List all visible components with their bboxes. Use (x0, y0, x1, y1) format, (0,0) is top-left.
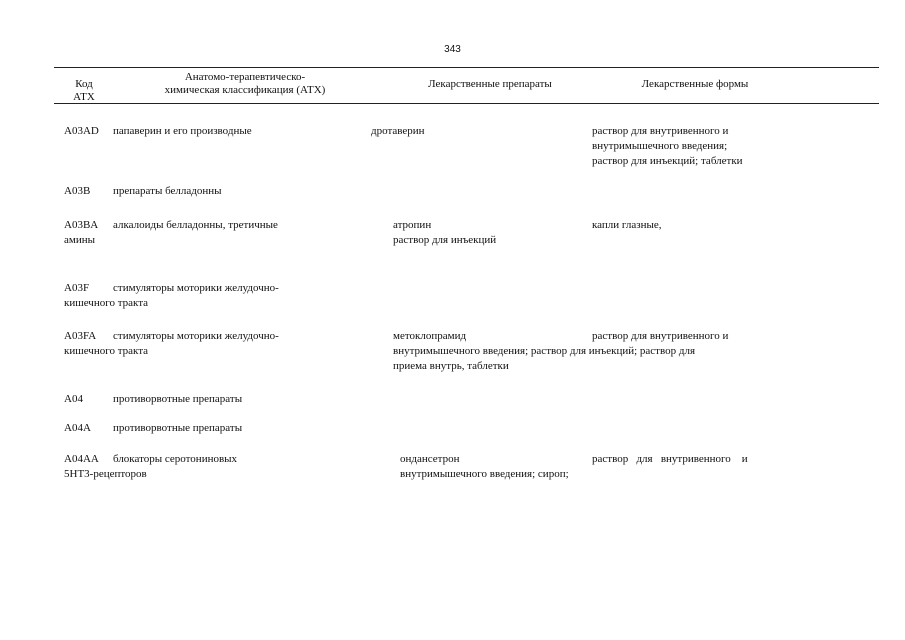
header-code-line-1: Код (75, 78, 93, 90)
row-forms: раствор для внутривенного и (592, 453, 748, 465)
row-drug-line: метоклопрамид (393, 330, 467, 342)
row-forms: раствор для внутривенного и (592, 330, 729, 342)
row-name-continuation: кишечного тракта (64, 297, 149, 309)
row-name: стимуляторы моторики желудочно- (113, 330, 279, 342)
row-forms (592, 124, 743, 169)
row-forms-line: раствор для внутривенного и (592, 125, 729, 137)
row-drug (393, 218, 496, 248)
row-forms-line: раствор для инъекций; таблетки (592, 155, 743, 167)
row-name: противорвотные препараты (113, 393, 243, 405)
header-top-rule (54, 67, 879, 68)
row-drug (400, 452, 569, 482)
row-name: противорвотные препараты (113, 422, 243, 434)
header-drugs: Лекарственные препараты (428, 78, 552, 90)
header-classification-line-2: химическая классификация (АТХ) (164, 84, 326, 96)
row-drug-line: внутримышечного введения; сироп; (400, 468, 569, 480)
row-code: A03AD (64, 125, 99, 137)
row-code: A04AA (64, 453, 99, 465)
row-forms: капли глазные, (592, 219, 662, 231)
page-number: 343 (444, 44, 461, 55)
row-name: блокаторы серотониновых (113, 453, 238, 465)
header-code-line-2: АТХ (73, 91, 95, 103)
row-code: A03BA (64, 219, 99, 231)
header-classification (140, 71, 350, 97)
header-forms: Лекарственные формы (641, 78, 749, 90)
row-code: A04A (64, 422, 91, 434)
row-name-continuation: амины (64, 234, 96, 246)
row-drug: дротаверин (371, 125, 425, 137)
row-code: A03FA (64, 330, 97, 342)
row-drug-line: ондансетрон (400, 453, 460, 465)
row-name: папаверин и его производные (113, 125, 252, 137)
row-drug-line: атропин (393, 219, 432, 231)
row-name-continuation: кишечного тракта (64, 345, 149, 357)
row-code: A04 (64, 393, 83, 405)
row-code: A03F (64, 282, 90, 294)
row-name: алкалоиды белладонны, третичные (113, 219, 278, 231)
row-code: A03B (64, 185, 91, 197)
row-drug-line: раствор для инъекций (393, 234, 497, 246)
header-code (64, 78, 104, 104)
row-name-continuation: 5HT3-рецепторов (64, 468, 147, 480)
row-forms-line: внутримышечного введения; (592, 140, 728, 152)
header-bottom-rule (54, 103, 879, 104)
row-drug-line: внутримышечного введения; раствор для инъекций; раствор для (393, 345, 696, 357)
row-name: препараты белладонны (113, 185, 222, 197)
row-name: стимуляторы моторики желудочно- (113, 282, 279, 294)
row-drug-line: приема внутрь, таблетки (393, 360, 509, 372)
header-classification-line-1: Анатомо-терапевтическо- (184, 71, 306, 83)
